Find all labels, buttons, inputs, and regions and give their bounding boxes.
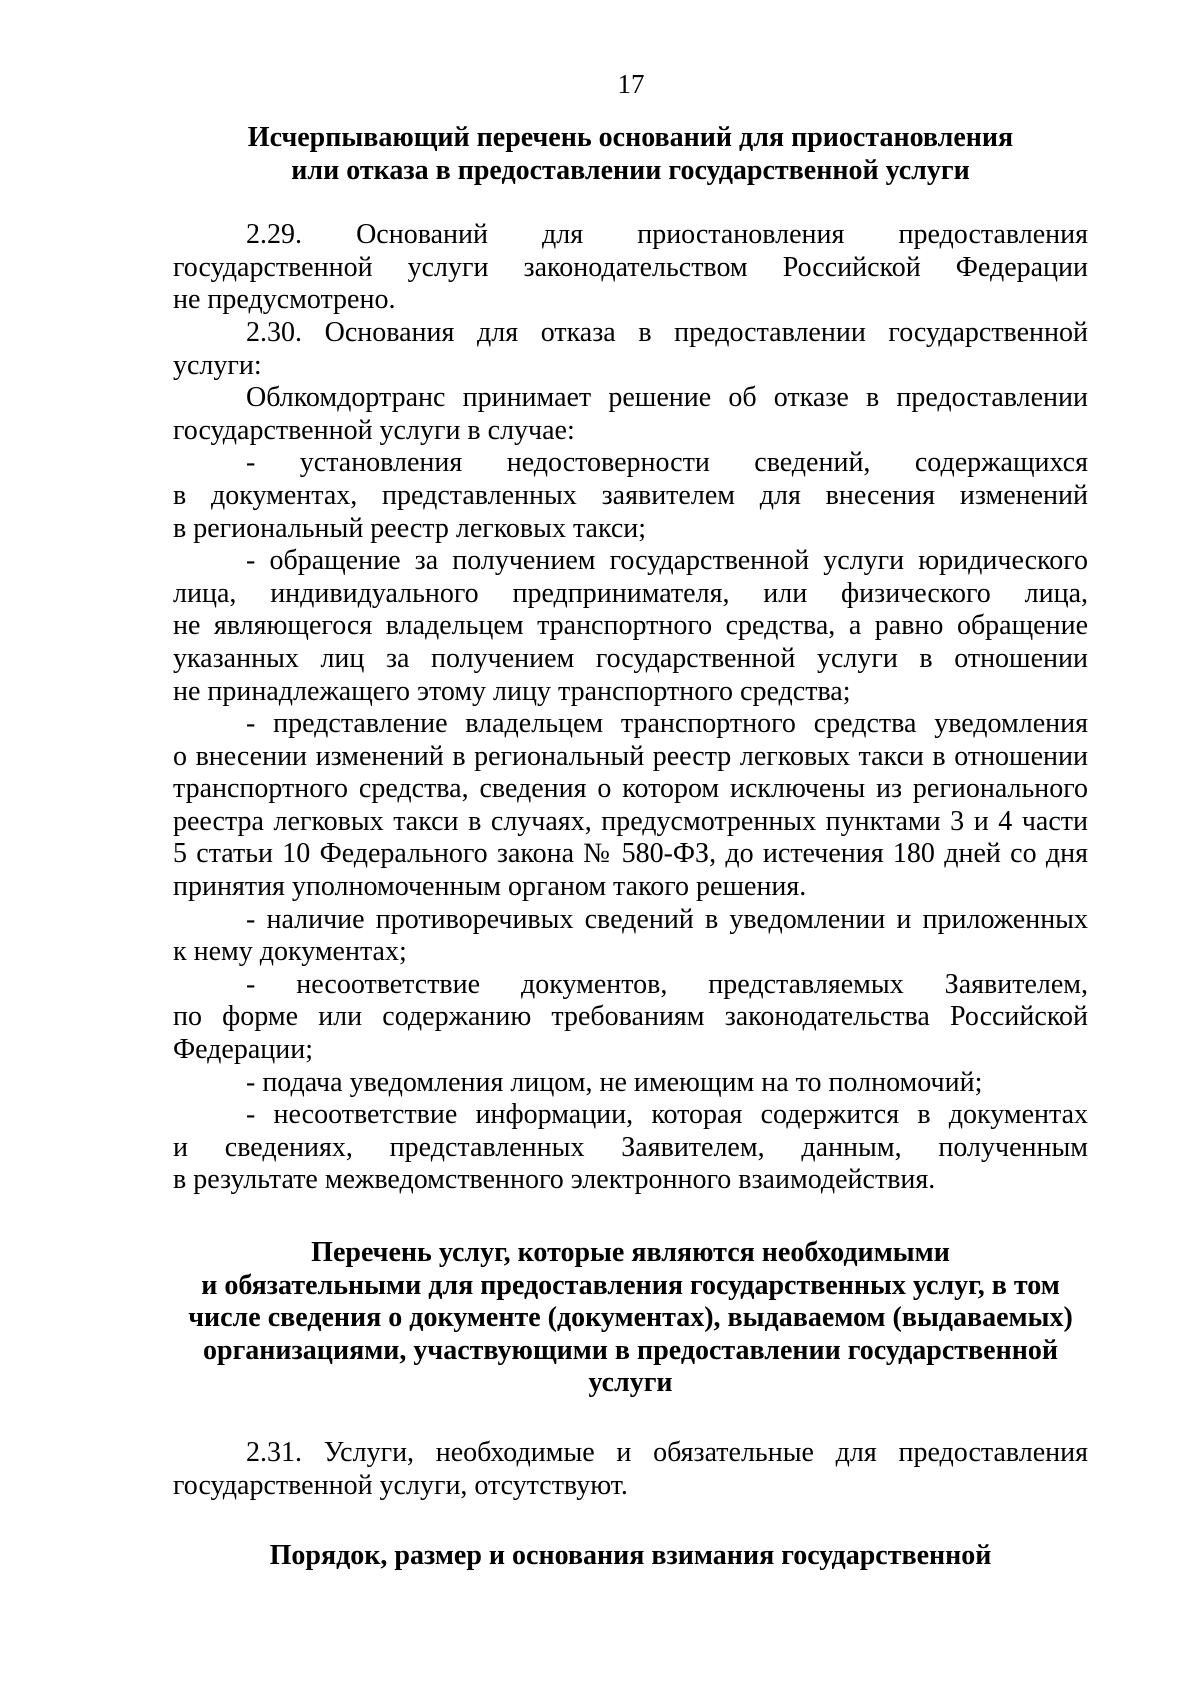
paragraph-line: государственной услуги в случае:	[173, 414, 575, 446]
paragraph-line: - несоответствие информации, которая содержится в документах	[246, 1099, 1088, 1131]
spacer	[173, 1400, 1088, 1437]
heading-line: или отказа в предоставлении государственной услуги	[291, 154, 970, 186]
paragraph-2-30	[173, 317, 1088, 382]
paragraph-decision	[173, 382, 1088, 447]
paragraph-line: указанных лиц за получением государственной услуги в отношении	[173, 642, 1088, 674]
paragraph-line: по форме или содержанию требованиям законодательства Российской	[173, 1001, 1088, 1033]
paragraph-line: - несоответствие документов, представляемых Заявителем,	[246, 968, 1088, 1000]
section-heading-fee	[173, 1540, 1088, 1573]
paragraph-line: лица, индивидуального предпринимателя, или физического лица,	[173, 577, 1088, 609]
paragraph-line: - подача уведомления лицом, не имеющим на то полномочий;	[246, 1066, 983, 1098]
section-heading-suspension-refusal	[173, 122, 1088, 187]
page-content	[173, 122, 1088, 1573]
list-item-nonconforming-documents	[173, 969, 1088, 1067]
paragraph-line: реестра легковых такси в случаях, предусмотренных пунктами 3 и 4 части	[173, 805, 1088, 837]
paragraph-line: в документах, представленных заявителем для внесения изменений	[173, 479, 1088, 511]
paragraph-line: 2.30. Основания для отказа в предоставлении государственной	[246, 316, 1088, 348]
heading-line: Порядок, размер и основания взимания государственной	[269, 1540, 992, 1572]
paragraph-line: и сведениях, представленных Заявителем, данным, полученным	[173, 1131, 1088, 1163]
paragraph-line: Федерации;	[173, 1034, 314, 1066]
list-item-contradictory-info	[173, 904, 1088, 969]
heading-line: и обязательными для предоставления государственных услуг, в том	[201, 1269, 1060, 1301]
paragraph-line: не являющегося владельцем транспортного средства, а равно обращение	[173, 610, 1088, 642]
paragraph-line: Облкомдортранс принимает решение об отказе в предоставлении	[246, 382, 1088, 414]
heading-line: числе сведения о документе (документах), выдаваемом (выдаваемых)	[188, 1302, 1073, 1334]
heading-line: организациями, участвующими в предоставлении государственной	[203, 1334, 1058, 1366]
paragraph-line: - установления недостоверности сведений, содержащихся	[246, 447, 1088, 479]
paragraph-2-31	[173, 1437, 1088, 1502]
list-item-non-owner-request	[173, 545, 1088, 708]
spacer	[173, 187, 1088, 219]
paragraph-line: государственной услуги законодательством Российской Федерации	[173, 251, 1088, 283]
paragraph-line: транспортного средства, сведения о котором исключены из регионального	[173, 773, 1088, 805]
paragraph-line: услуги:	[173, 349, 262, 381]
paragraph-line: не предусмотрено.	[173, 284, 396, 316]
paragraph-line: в результате межведомственного электронного взаимодействия.	[173, 1164, 936, 1196]
paragraph-line: государственной услуги, отсутствуют.	[173, 1469, 628, 1501]
paragraph-line: о внесении изменений в региональный реестр легковых такси в отношении	[173, 740, 1088, 772]
paragraph-line: не принадлежащего этому лицу транспортного средства;	[173, 675, 851, 707]
list-item-unauthorized-person	[173, 1067, 1088, 1100]
paragraph-line: к нему документах;	[173, 936, 407, 968]
paragraph-line: 2.31. Услуги, необходимые и обязательные для предоставления	[246, 1436, 1088, 1468]
list-item-information-mismatch	[173, 1099, 1088, 1197]
spacer	[173, 1197, 1088, 1237]
list-item-excluded-vehicle	[173, 708, 1088, 904]
paragraph-line: - обращение за получением государственной услуги юридического	[246, 545, 1088, 577]
paragraph-line: принятия уполномоченным органом такого решения.	[173, 871, 807, 903]
heading-line: Исчерпывающий перечень оснований для приостановления	[247, 122, 1014, 153]
paragraph-line: в региональный реестр легковых такси;	[173, 512, 647, 544]
paragraph-line: 5 статьи 10 Федерального закона № 580-ФЗ, до истечения 180 дней со дня	[173, 838, 1088, 870]
page-number: 17	[617, 69, 645, 99]
paragraph-line: - наличие противоречивых сведений в уведомлении и приложенных	[246, 903, 1088, 935]
spacer	[173, 1502, 1088, 1540]
list-item-unreliable-info	[173, 447, 1088, 545]
paragraph-2-29	[173, 219, 1088, 317]
section-heading-required-services	[173, 1237, 1088, 1400]
paragraph-line: - представление владельцем транспортного средства уведомления	[246, 708, 1088, 740]
paragraph-line: 2.29. Оснований для приостановления предоставления	[246, 219, 1088, 251]
heading-line: Перечень услуг, которые являются необходимыми	[311, 1237, 950, 1268]
heading-line: услуги	[588, 1367, 673, 1399]
